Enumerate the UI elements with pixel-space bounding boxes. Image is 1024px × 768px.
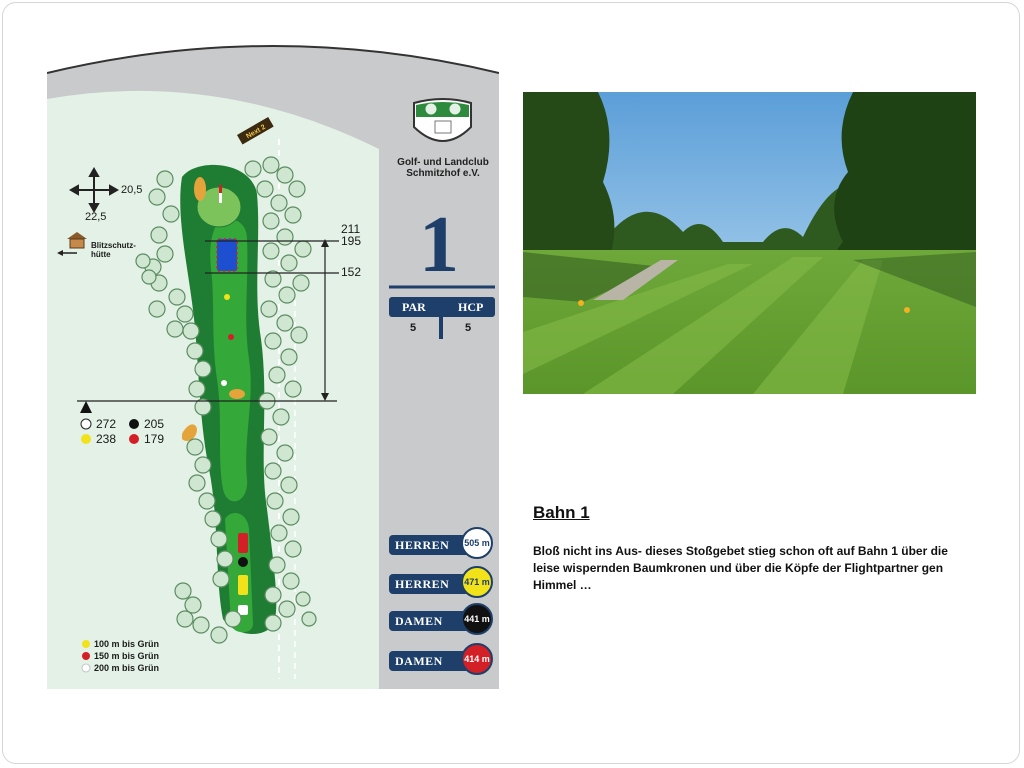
- tee-herren-white: [389, 535, 537, 555]
- club-name-line2: Schmitzhof e.V.: [406, 168, 480, 179]
- hole-photo: [523, 92, 976, 394]
- legend-200: 200 m bis Grün: [94, 663, 160, 673]
- carry-yellow: 238: [96, 432, 117, 446]
- direction-sign-text: Next 2: [245, 123, 267, 141]
- tee-distance: 471 m: [461, 566, 493, 598]
- hole-photo-graphic: [523, 92, 976, 394]
- club-name-line1: Golf- und Landclub: [397, 157, 489, 168]
- tee-distance: 505 m: [461, 527, 493, 559]
- tee-damen-black: [389, 611, 537, 631]
- par-label: PAR: [402, 300, 426, 314]
- shelter-label-line1: Blitzschutz-: [91, 241, 136, 250]
- par-value: 5: [410, 322, 417, 334]
- tee-label: HERREN: [389, 574, 473, 594]
- shelter-label: [91, 241, 136, 259]
- carry-black: 205: [144, 417, 165, 431]
- hcp-value: 5: [465, 322, 472, 334]
- hcp-label: HCP: [458, 300, 484, 314]
- tee-damen-red: [389, 651, 537, 671]
- tee-herren-yellow: [389, 574, 537, 594]
- tee-label: HERREN: [389, 535, 473, 555]
- hole-number: 1: [419, 201, 459, 289]
- hole-description: Bloß nicht ins Aus- dieses Stoßgebet stieg schon oft auf Bahn 1 über die leise wispernden Baumkronen und über die Köpfe der Flightpartner gen Himmel …: [533, 544, 948, 592]
- club-name: [383, 157, 503, 179]
- slide: [2, 2, 1020, 764]
- distance-211: 211: [341, 222, 361, 236]
- carry-white: 272: [96, 417, 117, 431]
- tee-distance: 441 m: [461, 603, 493, 635]
- legend-100: 100 m bis Grün: [94, 639, 160, 649]
- green-width: 20,5: [121, 184, 143, 196]
- hole-title: Bahn 1: [533, 503, 590, 522]
- green-depth: 22,5: [85, 211, 107, 223]
- legend-150: 150 m bis Grün: [94, 651, 160, 661]
- tee-label: DAMEN: [389, 611, 473, 631]
- distance-195: 195: [341, 234, 362, 248]
- tee-label: DAMEN: [389, 651, 473, 671]
- distance-152: 152: [341, 265, 362, 279]
- hole-map: [47, 39, 499, 689]
- tee-distance: 414 m: [461, 643, 493, 675]
- carry-red: 179: [144, 432, 165, 446]
- shelter-label-line2: hütte: [91, 250, 111, 259]
